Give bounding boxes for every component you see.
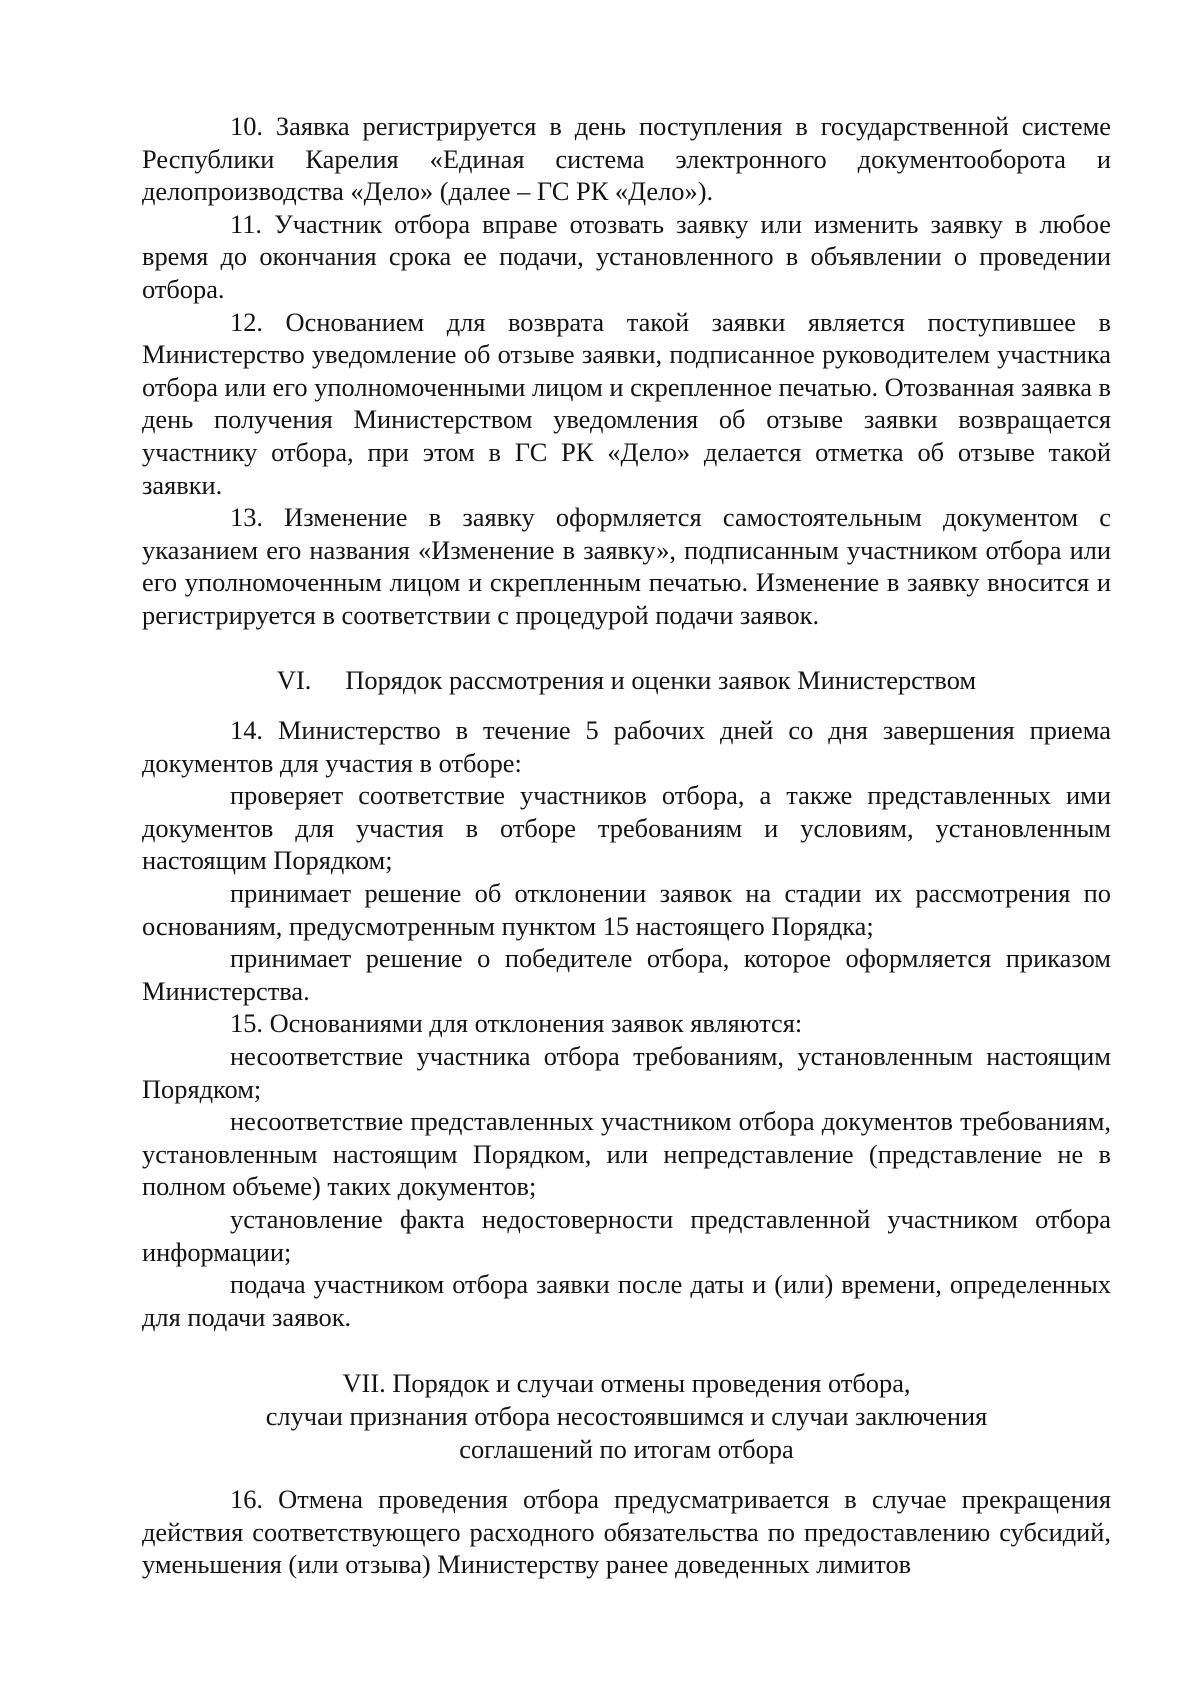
section-6-heading	[142, 664, 1111, 697]
paragraph-16: 16. Отмена проведения отбора предусматривается в случае прекращения действия соответствующего расходного обязательства по предоставлению субсидий, уменьшения (или отзыва) Министерству ранее доведенных лимитов	[142, 1484, 1111, 1580]
paragraph-14: 14. Министерство в течение 5 рабочих дней со дня завершения приема документов для участия в отборе:	[142, 715, 1111, 778]
paragraph-15: 15. Основаниями для отклонения заявок являются:	[230, 1008, 803, 1039]
section-7-heading-line-3: соглашений по итогам отбора	[459, 1433, 794, 1464]
paragraph-15-item-3: установление факта недостоверности представленной участником отбора информации;	[142, 1204, 1111, 1267]
paragraph-10: 10. Заявка регистрируется в день поступления в государственной системе Республики Карелия «Единая система электронного документооборота и делопроизводства «Дело» (далее – ГС РК «Дело»).	[142, 111, 1111, 207]
paragraph-13: 13. Изменение в заявку оформляется самостоятельным документом с указанием его названия «Изменение в заявку», подписанным участником отбора или его уполномоченным лицом и скрепленным печатью. Изменение в заявку вносится и регистрируется в соответствии с процедурой подачи заявок.	[142, 502, 1111, 630]
paragraph-12: 12. Основанием для возврата такой заявки является поступившее в Министерство уведомление об отзыве заявки, подписанное руководителем участника отбора или его уполномоченными лицом и скрепленное печатью. Отозванная заявка в день получения Министерством уведомления об отзыве заявки возвращается участнику отбора, при этом в ГС РК «Дело» делается отметка об отзыве такой заявки.	[142, 306, 1111, 500]
paragraph-15-item-2: несоответствие представленных участником отбора документов требованиям, установленным настоящим Порядком, или непредставление (представление не в полном объеме) таких документов;	[142, 1106, 1111, 1202]
paragraph-14-item-2: принимает решение об отклонении заявок на стадии их рассмотрения по основаниям, предусмотренным пунктом 15 настоящего Порядка;	[142, 878, 1111, 941]
paragraph-14-item-3: принимает решение о победителе отбора, которое оформляется приказом Министерства.	[142, 943, 1111, 1006]
section-7-heading-line-1: VII. Порядок и случаи отмены проведения отбора,	[342, 1368, 911, 1399]
section-6-title: Порядок рассмотрения и оценки заявок Министерством	[345, 664, 977, 695]
paragraph-15-item-1: несоответствие участника отбора требованиям, установленным настоящим Порядком;	[142, 1041, 1111, 1104]
document-body	[142, 110, 1111, 1581]
paragraph-11: 11. Участник отбора вправе отозвать заявку или изменить заявку в любое время до окончания срока ее подачи, установленного в объявлении о проведении отбора.	[142, 208, 1111, 304]
section-7-heading	[142, 1367, 1111, 1465]
paragraph-14-item-1: проверяет соответствие участников отбора, а также представленных ими документов для участия в отборе требованиям и условиям, установленным настоящим Порядком;	[142, 780, 1111, 876]
paragraph-15-item-4: подача участником отбора заявки после даты и (или) времени, определенных для подачи заявок.	[142, 1269, 1111, 1332]
section-7-heading-line-2: случаи признания отбора несостоявшимся и случаи заключения	[265, 1400, 988, 1431]
section-6-number: VI.	[276, 664, 312, 695]
